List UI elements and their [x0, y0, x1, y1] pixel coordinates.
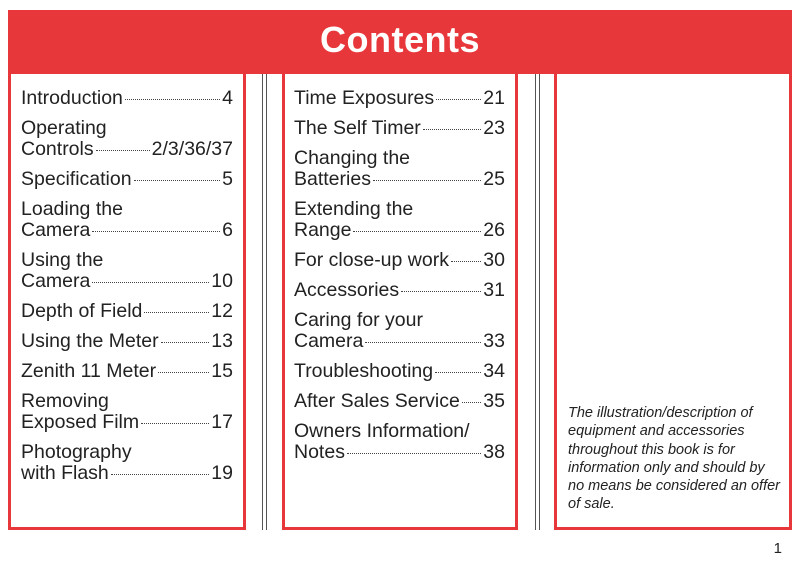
toc-entry-title: Time Exposures [294, 87, 435, 109]
dot-leader [435, 372, 481, 373]
toc-entry [294, 391, 505, 412]
toc-entry-line [21, 301, 233, 322]
dot-leader [462, 402, 481, 403]
toc-entry [21, 361, 233, 382]
dot-leader [92, 231, 220, 232]
dot-leader [401, 291, 481, 292]
toc-entry-title: Accessories [294, 279, 400, 301]
toc-page-number: 35 [483, 390, 505, 412]
toc-entry-line [21, 463, 233, 484]
dot-leader [353, 231, 481, 232]
toc-entry-line [21, 88, 233, 109]
toc-entry-line [294, 391, 505, 412]
toc-entry-line [294, 169, 505, 190]
toc-entry-title-line: Loading the [21, 198, 123, 220]
contents-column-3 [554, 74, 792, 530]
toc-entry [294, 310, 505, 352]
toc-list-2 [285, 74, 515, 463]
toc-page-number: 2/3/36/37 [151, 138, 233, 160]
toc-entry [294, 250, 505, 271]
toc-entry-title: with Flash [21, 462, 109, 484]
toc-entry-line [21, 271, 233, 292]
toc-entry-title: Zenith 11 Meter [21, 360, 157, 382]
toc-entry-line [21, 139, 233, 160]
toc-entry-title: Depth of Field [21, 300, 143, 322]
toc-entry-line [21, 220, 233, 241]
page-number: 1 [773, 540, 782, 557]
toc-entry-title: Range [294, 219, 352, 241]
toc-entry-title: Exposed Film [21, 411, 140, 433]
toc-entry-title: Batteries [294, 168, 371, 190]
toc-entry-title-line: Photography [21, 441, 132, 463]
toc-page-number: 25 [483, 168, 505, 190]
toc-page-number: 12 [211, 300, 233, 322]
dot-leader [436, 99, 481, 100]
toc-entry-title: The Self Timer [294, 117, 421, 139]
dot-leader [92, 282, 209, 283]
column-divider [262, 74, 263, 530]
column-divider [266, 74, 267, 530]
toc-entry-title: Camera [294, 330, 364, 352]
toc-entry [21, 250, 233, 292]
toc-entry [21, 169, 233, 190]
toc-entry-line [294, 280, 505, 301]
dot-leader [365, 342, 481, 343]
toc-entry-title-line: Removing [21, 390, 109, 412]
toc-page-number: 33 [483, 330, 505, 352]
toc-entry-title: Camera [21, 270, 91, 292]
column-divider [539, 74, 540, 530]
dot-leader [423, 129, 482, 130]
toc-entry-title: After Sales Service [294, 390, 460, 412]
toc-entry [294, 280, 505, 301]
dot-leader [111, 474, 210, 475]
column-divider [535, 74, 536, 530]
contents-header [8, 10, 792, 74]
toc-entry [294, 421, 505, 463]
page-title: Contents [320, 19, 480, 60]
toc-entry-title: Camera [21, 219, 91, 241]
toc-entry [21, 391, 233, 433]
toc-entry [294, 361, 505, 382]
toc-entry-line [294, 220, 505, 241]
toc-entry-title: Controls [21, 138, 94, 160]
toc-entry [21, 301, 233, 322]
toc-page-number: 17 [211, 411, 233, 433]
toc-entry-title: Notes [294, 441, 345, 463]
dot-leader [158, 372, 209, 373]
toc-page-number: 21 [483, 87, 505, 109]
toc-entry-title-line: Operating [21, 117, 107, 139]
toc-entry [21, 331, 233, 352]
toc-entry-title-line: Using the [21, 249, 104, 271]
toc-entry-line [294, 118, 505, 139]
toc-entry-line [294, 88, 505, 109]
toc-list-1 [11, 74, 243, 484]
toc-page-number: 6 [222, 219, 233, 241]
toc-entry-title: For close-up work [294, 249, 449, 271]
toc-page-number: 26 [483, 219, 505, 241]
toc-entry-line [21, 169, 233, 190]
toc-entry-title-line: Changing the [294, 147, 411, 169]
toc-entry-title-line: Owners Information/ [294, 420, 470, 442]
toc-entry-title: Troubleshooting [294, 360, 434, 382]
dot-leader [141, 423, 209, 424]
toc-entry [21, 442, 233, 484]
dot-leader [347, 453, 481, 454]
dot-leader [161, 342, 210, 343]
toc-page-number: 31 [483, 279, 505, 301]
toc-entry [294, 148, 505, 190]
toc-entry [21, 118, 233, 160]
dot-leader [125, 99, 220, 100]
dot-leader [451, 261, 481, 262]
toc-page-number: 5 [222, 168, 233, 190]
toc-entry-line [21, 331, 233, 352]
toc-entry-line [294, 442, 505, 463]
toc-page-number: 13 [211, 330, 233, 352]
toc-page-number: 19 [211, 462, 233, 484]
toc-entry [294, 199, 505, 241]
toc-page-number: 4 [222, 87, 233, 109]
dot-leader [144, 312, 209, 313]
disclaimer-note: The illustration/description of equipment and accessories throughout this book is for information only and should by no means be considered an offer of sale. [568, 405, 780, 513]
toc-entry [294, 118, 505, 139]
dot-leader [373, 180, 481, 181]
toc-page-number: 38 [483, 441, 505, 463]
toc-entry-title: Introduction [21, 87, 123, 109]
toc-entry [294, 88, 505, 109]
toc-entry-title-line: Extending the [294, 198, 414, 220]
toc-entry-line [294, 331, 505, 352]
toc-entry-line [294, 250, 505, 271]
toc-entry [21, 88, 233, 109]
toc-entry-line [21, 412, 233, 433]
toc-entry-title: Using the Meter [21, 330, 159, 352]
toc-entry-line [294, 361, 505, 382]
contents-column-2 [282, 74, 518, 530]
toc-page-number: 30 [483, 249, 505, 271]
toc-entry-title: Specification [21, 168, 132, 190]
contents-column-1 [8, 74, 246, 530]
toc-page-number: 10 [211, 270, 233, 292]
dot-leader [134, 180, 221, 181]
dot-leader [96, 150, 150, 151]
toc-page-number: 15 [211, 360, 233, 382]
toc-entry-line [21, 361, 233, 382]
toc-page-number: 23 [483, 117, 505, 139]
toc-entry-title-line: Caring for your [294, 309, 423, 331]
toc-entry [21, 199, 233, 241]
toc-page-number: 34 [483, 360, 505, 382]
